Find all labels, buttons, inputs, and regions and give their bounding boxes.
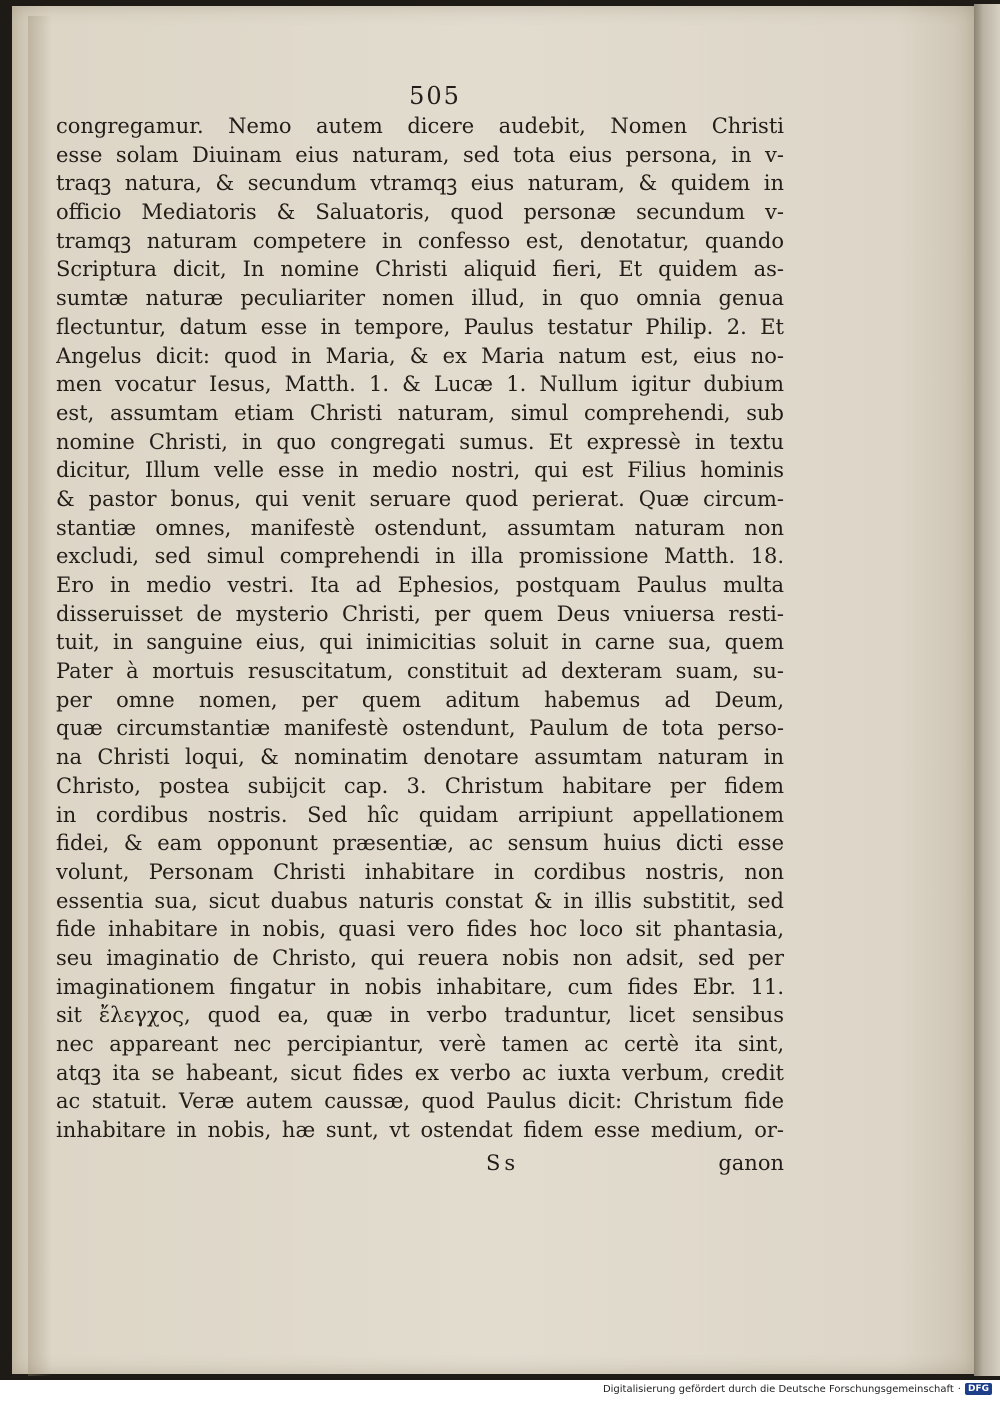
text-line: sumtæ naturæ peculiariter nomen illud, in quo omnia genua bbox=[56, 286, 784, 311]
text-line: sit ἔλεγχος, quod ea, quæ in verbo traduntur, licet sensibus bbox=[56, 1003, 784, 1028]
text-line: Scriptura dicit, In nomine Christi aliquid fieri, Et quidem as- bbox=[56, 257, 784, 282]
catchword: ganon bbox=[718, 1150, 784, 1175]
text-line: congregamur. Nemo autem dicere audebit, Nomen Christi bbox=[56, 114, 784, 138]
digitization-credit: Digitalisierung gefördert durch die Deutsche Forschungsgemeinschaft · DFG bbox=[603, 1383, 992, 1395]
page-footer bbox=[56, 1149, 784, 1179]
page-edge bbox=[974, 4, 1000, 1376]
text-line: quæ circumstantiæ manifestè ostendunt, Paulum de tota perso- bbox=[56, 716, 784, 741]
text-line: stantiæ omnes, manifestè ostendunt, assumtam naturam non bbox=[56, 515, 784, 540]
text-line: inhabitare in nobis, hæ sunt, vt ostendat fidem esse medium, or- bbox=[56, 1118, 784, 1143]
text-line: tuit, in sanguine eius, qui inimicitias soluit in carne sua, quem bbox=[56, 630, 784, 655]
text-line: essentia sua, sicut duabus naturis constat & in illis substitit, sed bbox=[56, 888, 784, 913]
text-line: excludi, sed simul comprehendi in illa promissione Matth. 18. bbox=[56, 544, 784, 569]
text-line: & pastor bonus, qui venit seruare quod perierat. Quæ circum- bbox=[56, 486, 784, 511]
body-text bbox=[56, 112, 784, 1145]
text-line: nomine Christi, in quo congregati sumus. Et expressè in textu bbox=[56, 429, 784, 454]
signature-mark: Ss bbox=[486, 1150, 520, 1175]
dfg-logo: DFG bbox=[965, 1383, 992, 1395]
text-line: traqꝫ natura, & secundum vtramqꝫ eius naturam, & quidem in bbox=[56, 171, 784, 196]
text-line: esse solam Diuinam eius naturam, sed tota eius persona, in v- bbox=[56, 142, 784, 167]
text-line: in cordibus nostris. Sed hîc quidam arripiunt appellationem bbox=[56, 802, 784, 827]
text-line: Angelus dicit: quod in Maria, & ex Maria natum est, eius no- bbox=[56, 343, 784, 368]
text-line: est, assumtam etiam Christi naturam, simul comprehendi, sub bbox=[56, 400, 784, 425]
text-line: nec appareant nec percipiantur, verè tamen ac certè ita sint, bbox=[56, 1032, 784, 1056]
text-line: fide inhabitare in nobis, quasi vero fides hoc loco sit phantasia, bbox=[56, 917, 784, 942]
text-line: tramqꝫ naturam competere in confesso est, denotatur, quando bbox=[56, 228, 784, 253]
text-line: na Christi loqui, & nominatim denotare assumtam naturam in bbox=[56, 745, 784, 770]
text-line: ac statuit. Veræ autem caussæ, quod Paulus dicit: Christum fide bbox=[56, 1089, 784, 1114]
text-line: atqꝫ ita se habeant, sicut fides ex verbo ac iuxta verbum, credit bbox=[56, 1060, 784, 1085]
text-line: disseruisset de mysterio Christi, per quem Deus vniuersa resti- bbox=[56, 601, 784, 626]
gutter-shadow bbox=[28, 16, 52, 1376]
text-line: flectuntur, datum esse in tempore, Paulus testatur Philip. 2. Et bbox=[56, 314, 784, 339]
text-line: dicitur, Illum velle esse in medio nostri, qui est Filius hominis bbox=[56, 458, 784, 483]
text-line: Christo, postea subijcit cap. 3. Christum habitare per fidem bbox=[56, 773, 784, 798]
page-number: 505 bbox=[409, 82, 461, 110]
credit-text: Digitalisierung gefördert durch die Deutsche Forschungsgemeinschaft bbox=[602, 1383, 954, 1395]
text-line: per omne nomen, per quem aditum habemus ad Deum, bbox=[56, 687, 784, 712]
text-line: Pater à mortuis resuscitatum, constituit ad dexteram suam, su- bbox=[56, 659, 784, 684]
text-line: volunt, Personam Christi inhabitare in cordibus nostris, non bbox=[56, 859, 784, 884]
text-line: Ero in medio vestri. Ita ad Ephesios, postquam Paulus multa bbox=[56, 573, 784, 597]
text-line: fidei, & eam opponunt præsentiæ, ac sensum huius dicti esse bbox=[56, 831, 784, 856]
text-line: officio Mediatoris & Saluatoris, quod personæ secundum v- bbox=[56, 200, 784, 225]
text-line: men vocatur Iesus, Matth. 1. & Lucæ 1. Nullum igitur dubium bbox=[56, 372, 784, 397]
text-line: imaginationem fingatur in nobis inhabitare, cum fides Ebr. 11. bbox=[56, 974, 784, 999]
text-block bbox=[56, 82, 784, 1179]
text-line: seu imaginatio de Christo, qui reuera nobis non adsit, sed per bbox=[56, 945, 784, 970]
